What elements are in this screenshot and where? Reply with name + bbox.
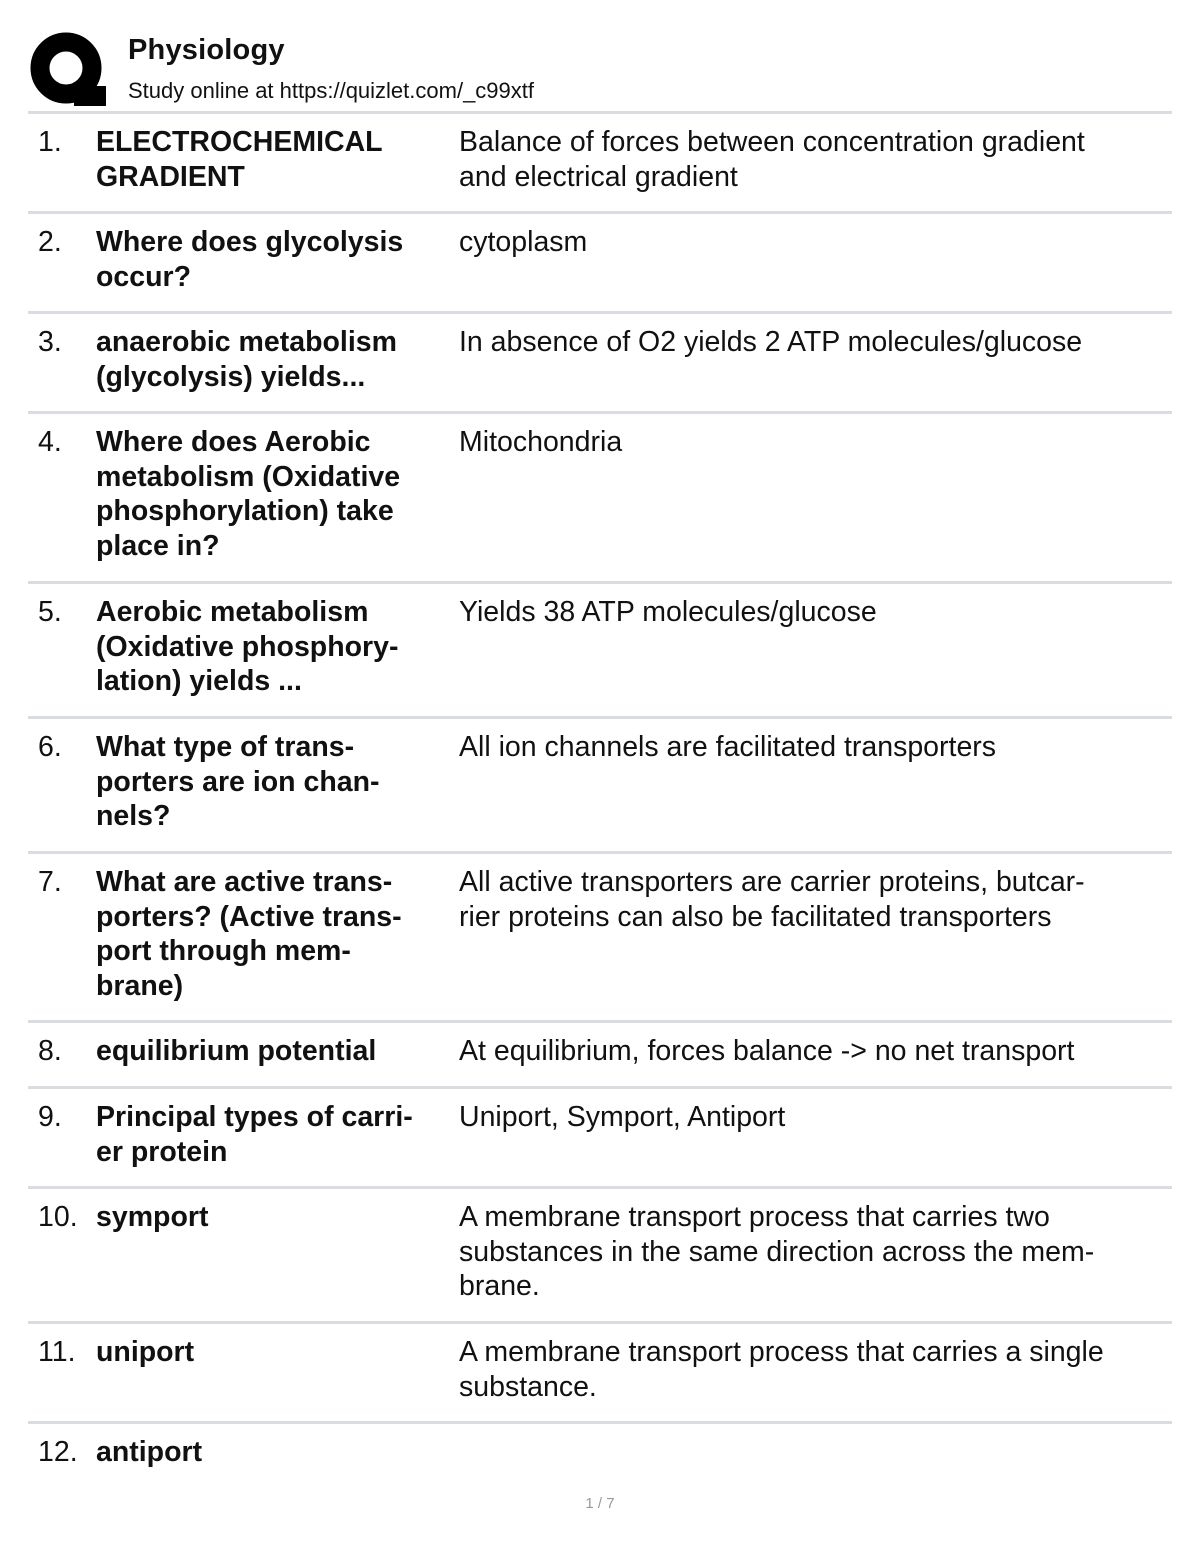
- card-definition: A membrane transport process that carries two substances in the same direction across the mem- brane.: [459, 1201, 1095, 1302]
- card-term: What type of trans- porters are ion chan- nels?: [96, 731, 380, 832]
- card-term: Aerobic metabolism (Oxidative phosphory- lation) yields ...: [96, 596, 399, 697]
- card-divider: [28, 211, 1172, 214]
- card-term: Where does Aerobic metabolism (Oxidative phosphorylation) take place in?: [96, 426, 401, 562]
- quizlet-q-logo-icon: [30, 32, 106, 108]
- card-divider: [28, 1020, 1172, 1023]
- page-number: 1 / 7: [585, 1495, 615, 1512]
- card-definition: Yields 38 ATP molecules/glucose: [459, 596, 877, 628]
- card-divider: [28, 851, 1172, 854]
- study-online-link[interactable]: Study online at https://quizlet.com/_c99xtf: [128, 78, 535, 103]
- card-divider: [28, 1086, 1172, 1089]
- card-number: 9.: [38, 1101, 62, 1133]
- card-term: uniport: [96, 1336, 195, 1368]
- card-term: Where does glycolysis occur?: [96, 226, 404, 293]
- card-definition: Mitochondria: [459, 426, 623, 458]
- card-definition: Uniport, Symport, Antiport: [459, 1101, 786, 1133]
- card-term: equilibrium potential: [96, 1035, 377, 1067]
- card-term: What are active trans- porters? (Active trans- port through mem- brane): [96, 866, 402, 1002]
- card-divider: [28, 716, 1172, 719]
- card-number: 7.: [38, 866, 62, 898]
- card-term: antiport: [96, 1436, 203, 1468]
- card-number: 5.: [38, 596, 62, 628]
- card-number: 8.: [38, 1035, 62, 1067]
- card-term: anaerobic metabolism (glycolysis) yields...: [96, 326, 397, 393]
- card-definition: All ion channels are facilitated transporters: [459, 731, 997, 763]
- card-definition: All active transporters are carrier proteins, butcar- rier proteins can also be facilitated transporters: [459, 866, 1085, 933]
- card-number: 11.: [38, 1336, 76, 1368]
- card-definition: A membrane transport process that carries a single substance.: [459, 1336, 1104, 1403]
- card-definition: Balance of forces between concentration gradient and electrical gradient: [459, 126, 1085, 193]
- card-divider: [28, 581, 1172, 584]
- card-number: 2.: [38, 226, 62, 258]
- card-term: ELECTROCHEMICAL GRADIENT: [96, 126, 383, 193]
- page-title: Physiology: [128, 34, 285, 66]
- card-number: 10.: [38, 1201, 78, 1233]
- card-divider: [28, 1321, 1172, 1324]
- card-divider: [28, 311, 1172, 314]
- card-number: 3.: [38, 326, 62, 358]
- card-number: 12.: [38, 1436, 78, 1468]
- card-definition: cytoplasm: [459, 226, 588, 258]
- card-number: 1.: [38, 126, 62, 158]
- page-header: [28, 28, 1172, 112]
- card-term: Principal types of carri- er protein: [96, 1101, 413, 1168]
- card-number: 6.: [38, 731, 62, 763]
- card-definition: At equilibrium, forces balance -> no net transport: [459, 1035, 1075, 1067]
- card-number: 4.: [38, 426, 62, 458]
- card-divider: [28, 111, 1172, 114]
- card-divider: [28, 1421, 1172, 1424]
- card-divider: [28, 411, 1172, 414]
- card-divider: [28, 1186, 1172, 1189]
- card-term: symport: [96, 1201, 209, 1233]
- card-definition: In absence of O2 yields 2 ATP molecules/glucose: [459, 326, 1083, 358]
